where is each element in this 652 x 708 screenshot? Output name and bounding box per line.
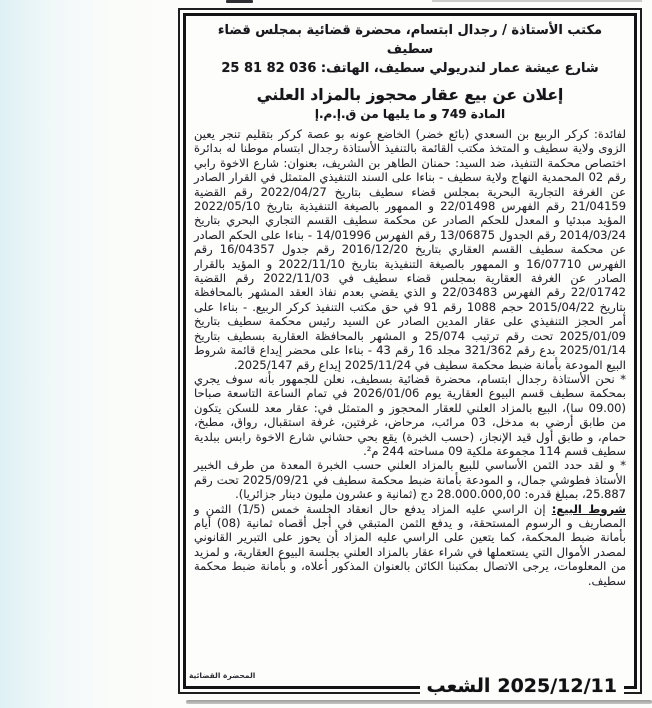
notice-box (178, 8, 642, 697)
top-line-artifact (432, 0, 642, 2)
body-paragraph-case-references: لفائدة: كركر الربيع بن السعدي (بائع خضر) الخاضع عونه بو عصة كركر بتقليم تنجر يعين الزوى ولاية سطيف و المتخذ مكتب القائمة بالتنفيذ الأستاذة رجدال ابتسام موطنا له بدائرة اختصاص محكمة التنفيذ، ضد السيد: حمنان الطاهر بن الشريف، بعنوان: شارع الاخوة رابي رقم 02 المحمدية النهاج ولاية سطيف - بناءا على السند التنفيذي المتمثل في القرار الصادر عن الغرفة التجارية البحرية بمجلس قضاء سطيف بتاريخ 2022/04/27 رقم القضية 21/04159 رقم الفهرس 22/01498 و الممهور بالصيغة التنفيذية بتاريخ 2022/05/10 المؤيد مبدئيا و المعدل للحكم الصادر عن محكمة سطيف القسم التجاري البحري بتاريخ 2014/03/24 رقم الجدول 13/06875 رقم الفهرس 14/01996 - بناءا على الحكم الصادر عن محكمة سطيف القسم العقاري بتاريخ 2016/12/20 رقم جدول 16/04357 رقم الفهرس 16/07710 و الممهور بالصيغة التنفيذية بتاريخ 2022/11/10 و المؤيد بالقرار الصادر عن الغرفة العقارية بمجلس قضاء سطيف في 2022/11/03 رقم القضية 22/01742 رقم الفهرس 22/03483 و الذي يقضي بعدم نفاذ العقد المشهر بالمحافظة بتاريخ 2015/04/22 حجم 1088 رقم 91 في حق مكتب التنفيذ كركر الربيع. - بناءا على أمر الحجز التنفيذي على عقار المدين الصادر عن السيد رئيس محكمة سطيف بتاريخ 2025/01/09 تحت رقم ترتيب 25/074 و المشهر بالمحافظة العقارية بسطيف بتاريخ 2025/01/14 بدع رقم 321/362 مجلد 16 رقم 43 - بناءا على محضر إيداع قائمة شروط البيع المودعة بأمانة ضبط محكمة سطيف في 2025/11/24 إيداع رقم 2025/147. (194, 127, 627, 372)
body-paragraph-auction-announcement: * نحن الأستاذة رجدال ابتسام، محضرة قضائية بسطيف، نعلن للجمهور بأنه سوف يجري بمحكمة سطيف قسم البيوع العقارية يوم 2026/01/06 في تمام الساعة التاسعة صباحا (09.00 سا)، البيع بالمزاد العلني للعقار المحجوز و المتمثل في: عقار معد للسكن يتكون من طابق أرضي به مدخل، 03 مرائب، مرحاض، غرفتين، غرفة استقبال، رواق، مطبخ، حمام، و طابق أول قيد الإنجاز، (حسب الخبرة) يقع بحي حشاني شارع الاخوة رابس ببلدية سطيف قسم 114 مجموعة ملكية 09 مساحته 244 م². (194, 371, 626, 458)
bottom-rule-artifact (186, 700, 652, 704)
publication-date: 2025/12/11 (497, 675, 617, 697)
body-paragraph-base-price: * و لقد حدد الثمن الأساسي للبيع بالمزاد العلني حسب الخبرة المعدة من طرف الخبير الأستاذ فطوشي جمال، و المودعة بأمانة ضبط محكمة سطيف في 2025/09/21 تحت رقم 25.887، بمبلغ قدره: 28.000.000,00 دج (ثمانية و عشرون مليون دينار جزائريا). (194, 458, 626, 502)
office-header-line-2: شارع عيشة عمار لندريولي سطيف، الهاتف: 036 82 81 25 (221, 61, 599, 76)
top-dash-artifact (226, 0, 253, 3)
body-paragraph-sale-terms (194, 502, 626, 588)
scan-tint-artifact (0, 0, 175, 708)
newspaper-name: الشعب (426, 675, 491, 697)
bailiff-signature: المحضرة القضائية (189, 671, 256, 680)
sale-terms-text: إن الراسي عليه المزاد يدفع حال انعقاد الجلسة خمس (1/5) الثمن و المصاريف و الرسوم المستحقة، و يدفع الثمن المتبقي في أجل أقصاه ثمانية (08) أيام بأمانة ضبط المحكمة، كما يتعين على الراسي عليه المزاد أن يحوز على التبرير القانوني لمصدر الأموال التي يستعملها في شراء عقار بالمزاد العلني بجلسة البيوع العقارية، و لمزيد من المعلومات، يرجى الاتصال بمكتبنا الكائن بالعنوان المذكور أعلاه، و بأمانة ضبط محكمة سطيف. (194, 501, 626, 588)
notice-title: إعلان عن بيع عقار محجوز بالمزاد العلني (256, 86, 564, 104)
sale-terms-label: شروط البيع: (551, 501, 626, 516)
notice-subtitle: المادة 749 و ما يليها من ق.إ.م.إ (314, 107, 506, 121)
office-header-line-1: مكتب الأستاذة / رجدال ابتسام، محضرة قضائية بمجلس قضاء سطيف (217, 23, 603, 57)
newspaper-footer (420, 672, 624, 700)
notice-content (183, 13, 637, 689)
